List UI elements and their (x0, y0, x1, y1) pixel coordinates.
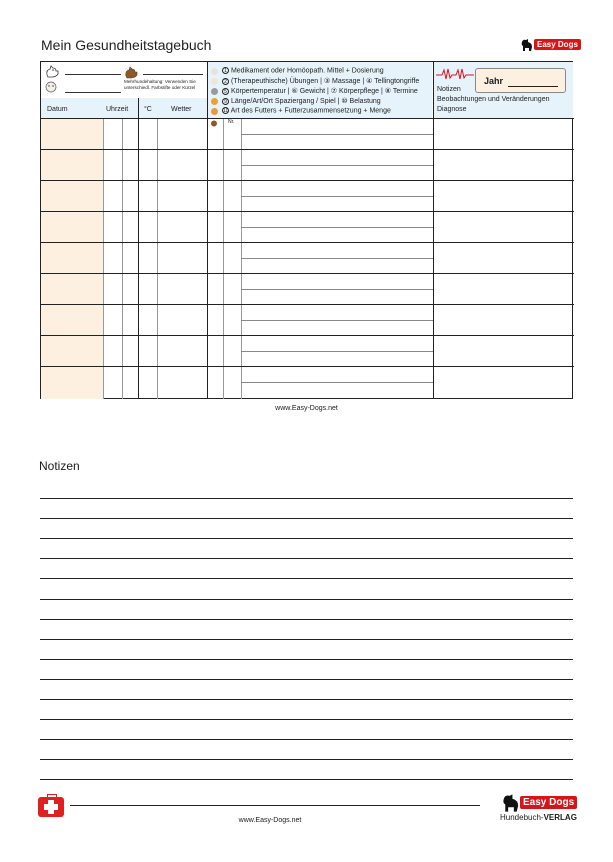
table-row-divider (41, 180, 574, 181)
legend-item-1 (222, 67, 384, 74)
footer-divider (70, 805, 480, 806)
note-line[interactable] (40, 558, 573, 559)
col-temp-label: °C (144, 106, 152, 113)
legend-item-5 (222, 107, 391, 114)
note-line[interactable] (40, 619, 573, 620)
health-log-table (40, 61, 573, 399)
table-row-divider (41, 149, 574, 150)
vline-notes (433, 62, 434, 399)
legend-text-5: Art des Futters + Futterzusammensetzung + Menge (230, 107, 391, 115)
legend-text-4: Länge/Art/Ort Spaziergang / Spiel | ⑩ Belastung (230, 98, 381, 105)
col-date-label: Datum (47, 106, 68, 113)
legend-bullet-5 (211, 108, 218, 115)
website-url-bottom[interactable]: www.Easy-Dogs.net (238, 817, 302, 824)
dog-head-icon (44, 81, 58, 93)
legend-item-3 (222, 87, 418, 95)
dog-name-line-2[interactable] (143, 74, 203, 75)
diagnosis-label: Diagnose (437, 106, 467, 113)
note-line[interactable] (40, 659, 573, 660)
brand-logo (520, 38, 578, 53)
observations-label: Beobachtungen und Veränderungen (437, 96, 550, 103)
note-line[interactable] (40, 679, 573, 680)
page-title: Mein Gesundheitstagebuch (41, 37, 212, 53)
col-weather-label: Wetter (171, 106, 192, 113)
table-subrow-line (241, 289, 433, 290)
note-line[interactable] (40, 498, 573, 499)
vline-temp (157, 119, 158, 399)
date-column-bg (41, 119, 103, 399)
table-subrow-line (241, 351, 433, 352)
table-row-divider (41, 211, 574, 212)
header-divider (41, 118, 574, 119)
vline-time-a (122, 119, 123, 399)
table-row-divider (41, 366, 574, 367)
table-subrow-line (241, 134, 433, 135)
col-nr-label: Nr. (228, 119, 235, 125)
note-line[interactable] (40, 719, 573, 720)
notes-label: Notizen (437, 86, 461, 93)
table-subrow-line (241, 382, 433, 383)
dog-sitting-icon (44, 65, 62, 79)
legend-text-1: Medikament oder Homöopath. Mittel + Dosierung (230, 67, 384, 75)
table-subrow-line (241, 258, 433, 259)
note-line[interactable] (40, 759, 573, 760)
note-line[interactable] (40, 779, 573, 780)
legend-text-2: (Therapeuthische) Übungen | ③ Massage | ④ Tellingtongriffe (230, 78, 420, 85)
dog-icon (520, 38, 534, 52)
year-label: Jahr (484, 76, 504, 86)
table-row-divider (41, 242, 574, 243)
vline-legend (207, 62, 208, 399)
note-line[interactable] (40, 699, 573, 700)
note-line[interactable] (40, 518, 573, 519)
multi-dog-note: Mehrhundehaltung: Verwenden Sie unterschiedl. Farbstifte oder Kürzel (124, 79, 196, 90)
heartbeat-icon (436, 67, 474, 81)
legend-num-1: 1 (222, 67, 229, 74)
dog-name-line-1[interactable] (65, 74, 121, 75)
vline-time-b (138, 98, 139, 399)
legend-text-3: Körpertemperatur | ⑥ Gewicht | ⑦ Körperpflege | ⑧ Termine (230, 88, 418, 95)
table-subrow-line (241, 196, 433, 197)
legend-bullet-3 (211, 88, 218, 95)
legend-num-3: 5 (222, 88, 229, 95)
publisher-brand: Easy Dogs (520, 796, 577, 809)
legend-num-4: 9 (222, 98, 229, 105)
table-row-divider (41, 273, 574, 274)
note-line[interactable] (40, 538, 573, 539)
legend-num-2: 2 (222, 78, 229, 85)
table-subrow-line (241, 165, 433, 166)
table-row-divider (41, 335, 574, 336)
legend-bullet-4 (211, 98, 218, 105)
note-line[interactable] (40, 739, 573, 740)
notes-title: Notizen (39, 459, 80, 473)
legend-bullet-2 (211, 78, 218, 85)
dog-name-line-3[interactable] (65, 92, 121, 93)
note-line[interactable] (40, 639, 573, 640)
vline-nr-b (241, 119, 242, 399)
brand-name: Easy Dogs (534, 39, 581, 50)
table-subrow-line (241, 227, 433, 228)
publisher-name (500, 813, 577, 822)
publisher-prefix: Hundebuch- (500, 813, 544, 822)
legend-bullet-1 (211, 68, 218, 75)
vline-nr-a (223, 119, 224, 399)
dog-logo-icon (500, 793, 522, 813)
legend-item-2 (222, 77, 419, 85)
year-input[interactable] (475, 68, 566, 93)
vline-date (103, 119, 104, 399)
publisher-suffix: VERLAG (543, 813, 577, 822)
table-row-divider (41, 304, 574, 305)
legend-item-4 (222, 97, 381, 105)
website-url-top[interactable]: www.Easy-Dogs.net (275, 405, 338, 412)
note-line[interactable] (40, 578, 573, 579)
first-aid-icon (38, 797, 64, 817)
col-time-label: Uhrzeit (106, 106, 129, 113)
dog-brown-icon (123, 65, 141, 79)
dog-mini-icon (210, 120, 218, 127)
table-subrow-line (241, 320, 433, 321)
publisher-logo (500, 793, 576, 823)
note-line[interactable] (40, 599, 573, 600)
legend-num-5: 11 (223, 108, 229, 114)
